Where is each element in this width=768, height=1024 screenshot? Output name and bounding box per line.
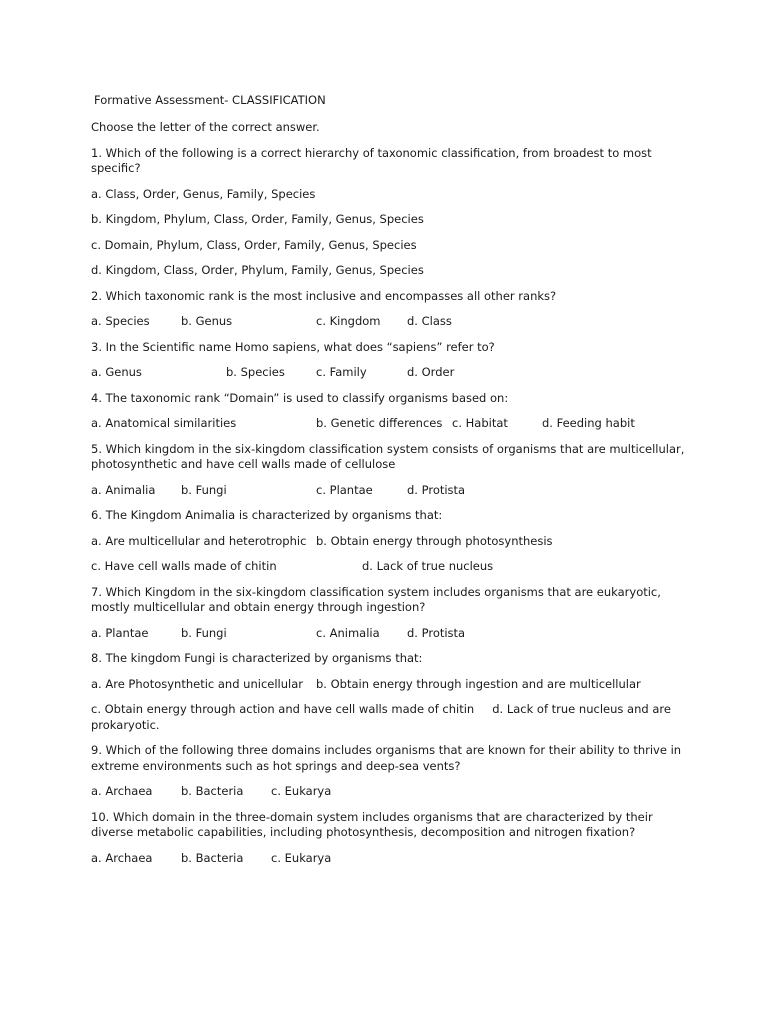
- question-4-options: [91, 416, 691, 432]
- question-3-stem: 3. In the Scientific name Homo sapiens, what does “sapiens” refer to?: [91, 339, 495, 354]
- question-10-stem: 10. Which domain in the three-domain system includes organisms that are characterized by their diverse metabolic capabilities, including photosynthesis, decomposition and nitrogen fixation?: [91, 809, 653, 839]
- question-8-option-b: b. Obtain energy through ingestion and are multicellular: [316, 676, 641, 691]
- question-3-option-c: c. Family: [316, 365, 367, 379]
- question-8-option-d: d. Lack of true nucleus and are prokaryotic.: [91, 702, 671, 732]
- question-5-option-a: a. Animalia: [91, 482, 156, 497]
- question-7-option-a: a. Plantae: [91, 625, 149, 640]
- question-5-option-d: d. Protista: [407, 482, 466, 497]
- question-8-option-a: a. Are Photosynthetic and unicellular: [91, 676, 303, 691]
- question-8-options-row-1: [91, 677, 691, 693]
- question-2-option-a: a. Species: [91, 314, 150, 328]
- question-6-option-b: b. Obtain energy through photosynthesis: [316, 533, 553, 548]
- question-7-option-c: c. Animalia: [316, 625, 380, 640]
- question-1-option-a: a. Class, Order, Genus, Family, Species: [91, 186, 316, 201]
- question-4-option-d: d. Feeding habit: [542, 416, 635, 430]
- question-6-option-d: d. Lack of true nucleus: [362, 559, 494, 573]
- instructions: Choose the letter of the correct answer.: [91, 120, 320, 134]
- question-10-option-b: b. Bacteria: [181, 850, 244, 865]
- question-6-options-row-1: [91, 534, 691, 550]
- question-6-option-c: c. Have cell walls made of chitin: [91, 559, 277, 573]
- document-title: Formative Assessment- CLASSIFICATION: [94, 93, 326, 107]
- question-6-options-row-2: [91, 559, 691, 575]
- question-5-stem: 5. Which kingdom in the six-kingdom classification system consists of organisms that are multicellular, photosynthetic and have cell walls made of cellulose: [91, 441, 685, 471]
- question-9-option-c: c. Eukarya: [271, 784, 332, 798]
- question-6-option-a: a. Are multicellular and heterotrophic: [91, 533, 307, 548]
- question-4-option-b: b. Genetic differences: [316, 416, 443, 430]
- question-8-options-row-2: [91, 702, 691, 733]
- question-10-options: [91, 851, 691, 867]
- question-2-options: [91, 314, 691, 330]
- question-3-options: [91, 365, 691, 381]
- question-8-option-c: c. Obtain energy through action and have cell walls made of chitin: [91, 702, 475, 716]
- question-9-option-b: b. Bacteria: [181, 784, 244, 798]
- question-3-option-d: d. Order: [407, 365, 455, 379]
- question-2-stem: 2. Which taxonomic rank is the most inclusive and encompasses all other ranks?: [91, 288, 557, 303]
- question-5-option-b: b. Fungi: [181, 482, 227, 497]
- question-4-stem: 4. The taxonomic rank “Domain” is used to classify organisms based on:: [91, 390, 509, 405]
- question-5-options: [91, 483, 691, 499]
- question-10-option-a: a. Archaea: [91, 850, 153, 865]
- question-9-option-a: a. Archaea: [91, 784, 153, 798]
- question-2-option-b: b. Genus: [181, 314, 233, 328]
- question-3-option-b: b. Species: [226, 365, 285, 379]
- question-1-option-d: d. Kingdom, Class, Order, Phylum, Family, Genus, Species: [91, 263, 424, 277]
- question-9-options: [91, 784, 691, 800]
- question-7-stem: 7. Which Kingdom in the six-kingdom classification system includes organisms that are eukaryotic, mostly multicellular and obtain energy through ingestion?: [91, 584, 661, 614]
- question-5-option-c: c. Plantae: [316, 482, 373, 497]
- question-7-options: [91, 626, 691, 642]
- question-8-stem: 8. The kingdom Fungi is characterized by organisms that:: [91, 651, 423, 665]
- question-10-option-c: c. Eukarya: [271, 850, 332, 865]
- question-4-option-c: c. Habitat: [452, 416, 508, 430]
- question-3-option-a: a. Genus: [91, 365, 142, 379]
- question-9-stem: 9. Which of the following three domains includes organisms that are known for their ability to thrive in extreme environments such as hot springs and deep-sea vents?: [91, 743, 682, 773]
- question-1-option-c: c. Domain, Phylum, Class, Order, Family, Genus, Species: [91, 237, 417, 252]
- question-4-option-a: a. Anatomical similarities: [91, 416, 237, 430]
- document-page: [91, 93, 691, 876]
- question-1-stem: 1. Which of the following is a correct hierarchy of taxonomic classification, from broadest to most specific?: [91, 145, 652, 175]
- question-7-option-b: b. Fungi: [181, 625, 227, 640]
- question-2-option-c: c. Kingdom: [316, 314, 381, 328]
- question-7-option-d: d. Protista: [407, 625, 466, 640]
- question-6-stem: 6. The Kingdom Animalia is characterized by organisms that:: [91, 508, 443, 522]
- question-2-option-d: d. Class: [407, 314, 452, 328]
- question-1-option-b: b. Kingdom, Phylum, Class, Order, Family, Genus, Species: [91, 212, 424, 226]
